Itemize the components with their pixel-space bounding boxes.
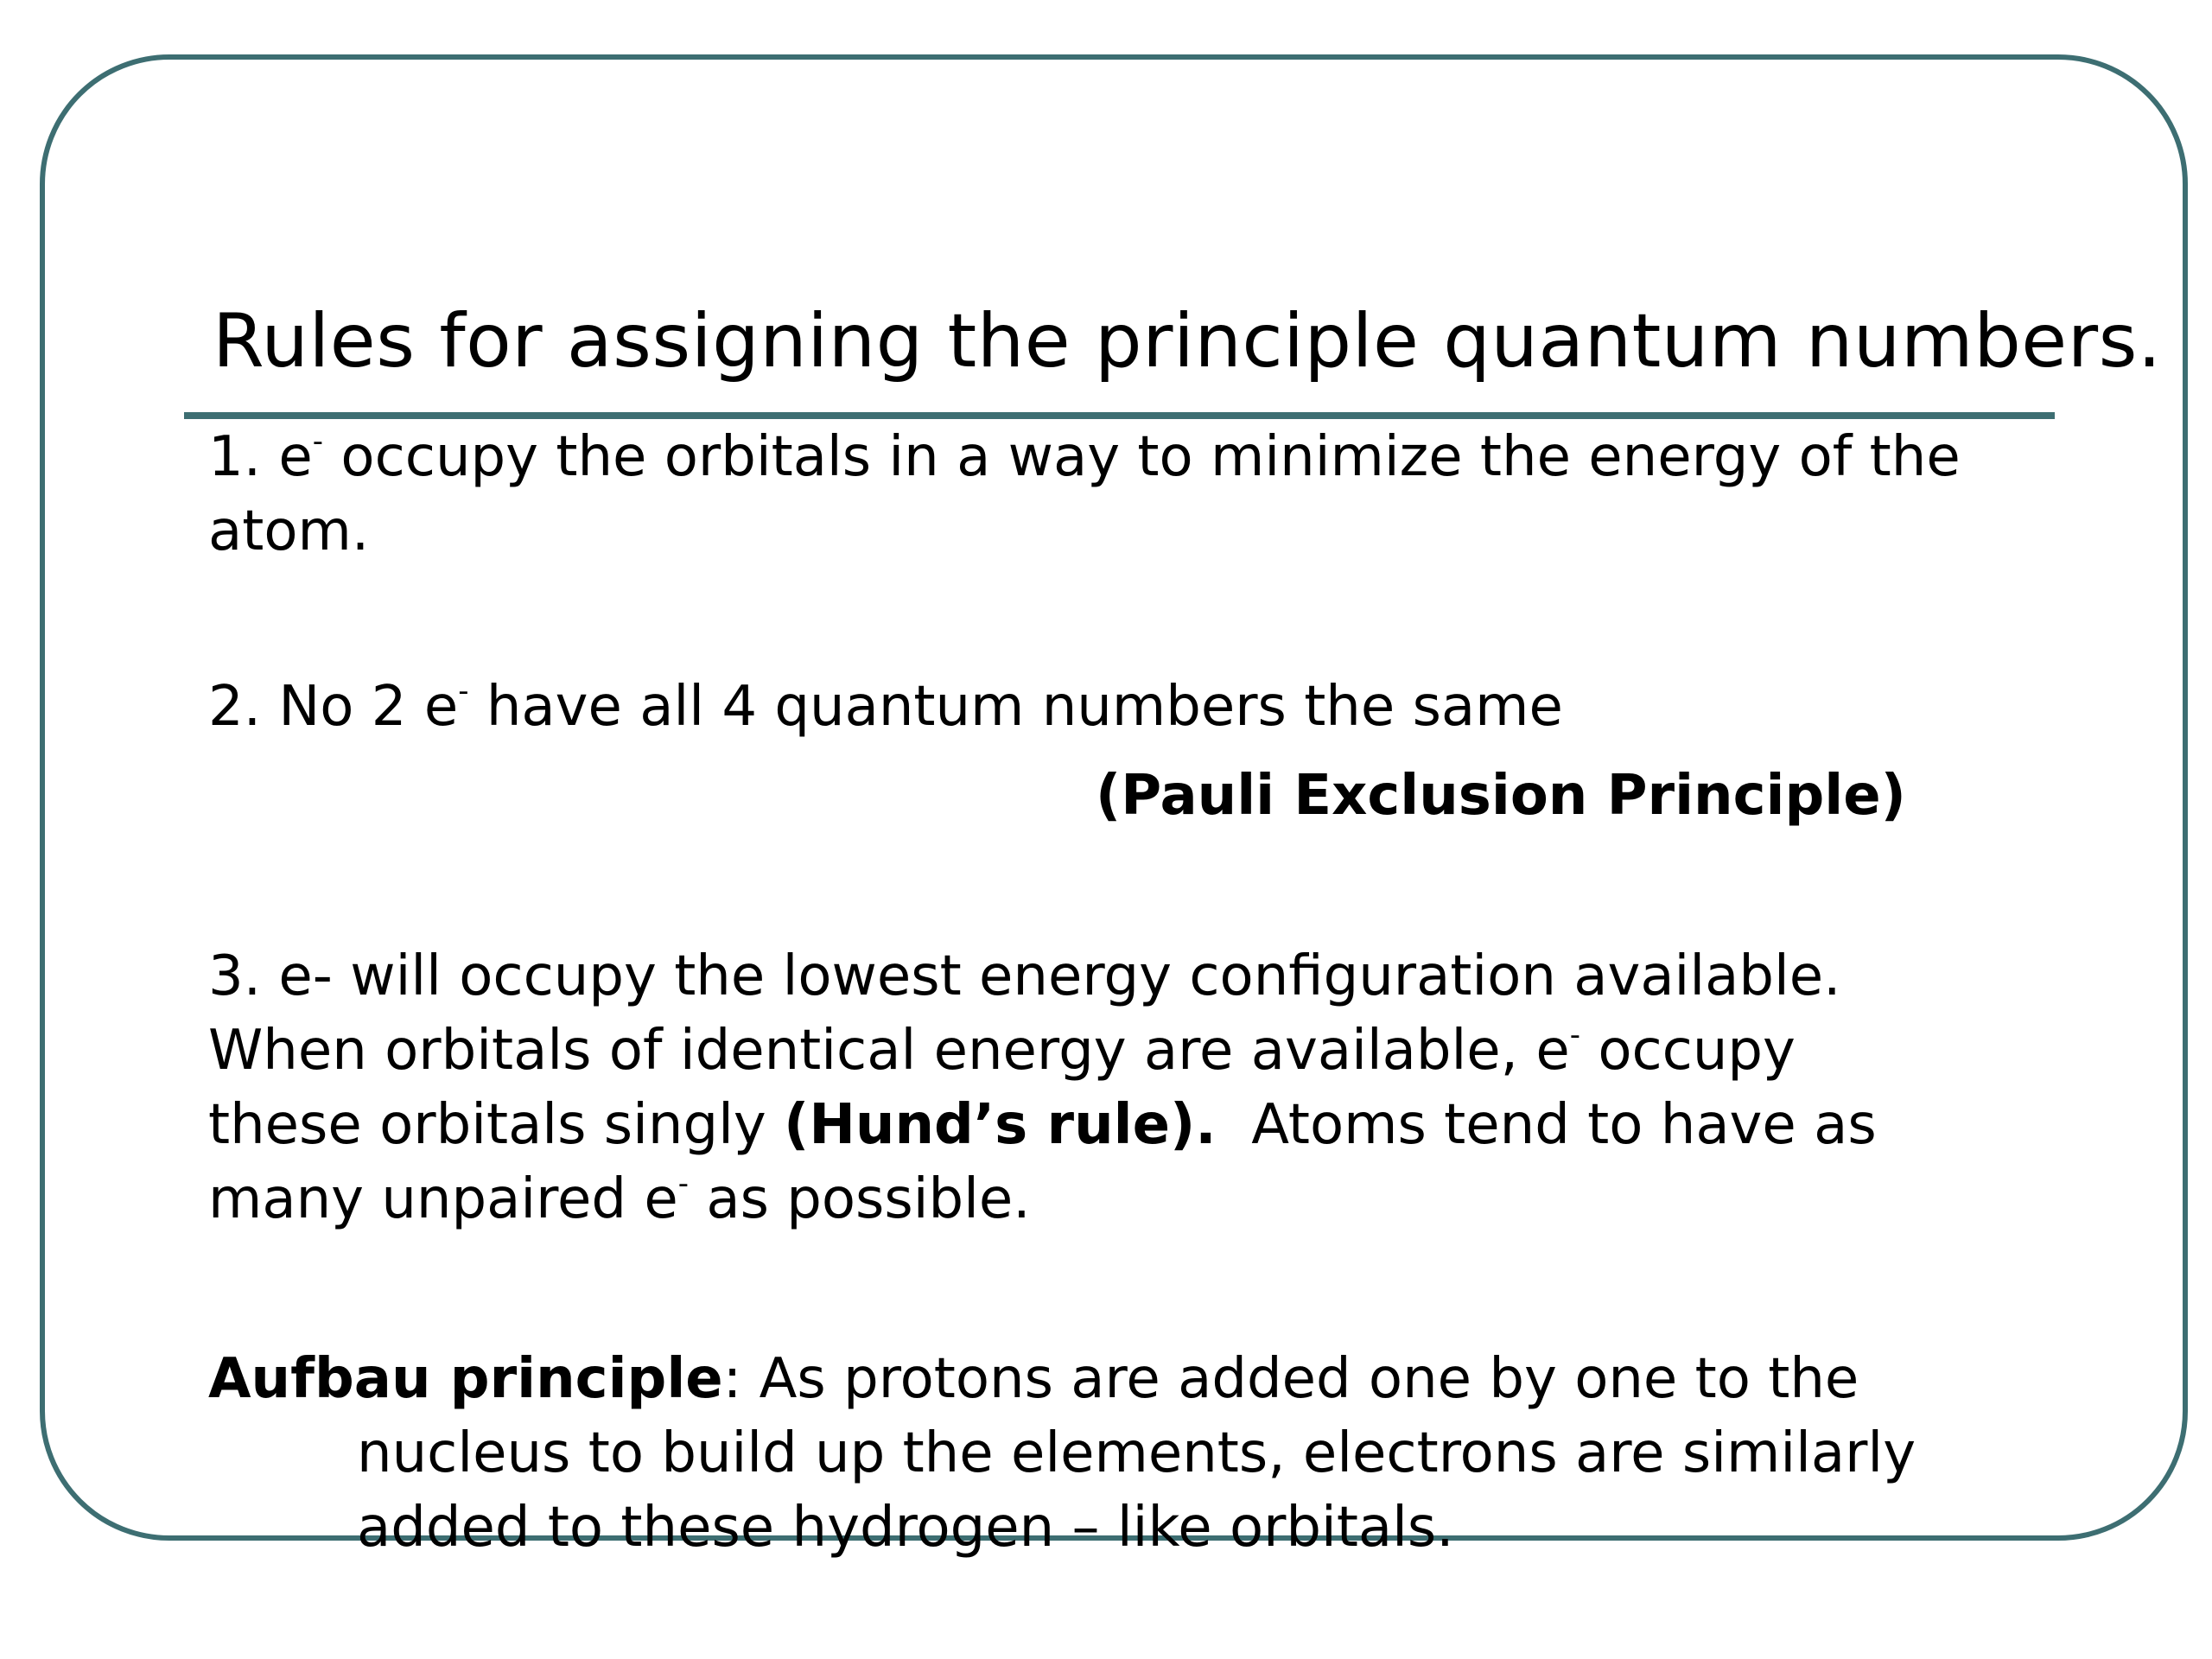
rule-3-line-3: these orbitals singly (Hund’s rule). Atoms tend to have as xyxy=(208,1093,1877,1157)
aufbau-line-1: Aufbau principle: As protons are added one by one to the xyxy=(208,1347,1859,1411)
hunds-rule-label: (Hund’s rule). xyxy=(784,1093,1217,1157)
electron-charge: - xyxy=(312,424,324,459)
electron-charge: - xyxy=(1569,1018,1580,1052)
title-underline xyxy=(184,412,2055,419)
aufbau-line-3: added to these hydrogen – like orbitals. xyxy=(357,1496,1454,1560)
electron-charge: - xyxy=(677,1166,689,1201)
aufbau-principle xyxy=(208,1342,1916,1565)
rule-3-line-2: When orbitals of identical energy are available, e- occupy xyxy=(208,1018,1796,1083)
rule-1 xyxy=(208,420,1961,569)
slide-title: Rules for assigning the principle quantum numbers. xyxy=(213,298,2162,385)
electron-charge: - xyxy=(458,674,469,709)
rule-2 xyxy=(208,670,1563,744)
aufbau-line-2: nucleus to build up the elements, electrons are similarly xyxy=(357,1421,1916,1485)
rule-3-line-4: many unpaired e- as possible. xyxy=(208,1166,1031,1231)
rule-2-line-1: 2. No 2 e- have all 4 quantum numbers the same xyxy=(208,674,1563,739)
rule-1-line-2: atom. xyxy=(208,499,370,563)
rule-3 xyxy=(208,939,1877,1236)
rule-3-line-1: 3. e- will occupy the lowest energy configuration available. xyxy=(208,944,1841,1008)
rule-1-line-1: 1. e- occupy the orbitals in a way to minimize the energy of the xyxy=(208,424,1961,489)
pauli-exclusion-note: (Pauli Exclusion Principle) xyxy=(1096,764,1906,828)
aufbau-term: Aufbau principle xyxy=(208,1347,723,1411)
